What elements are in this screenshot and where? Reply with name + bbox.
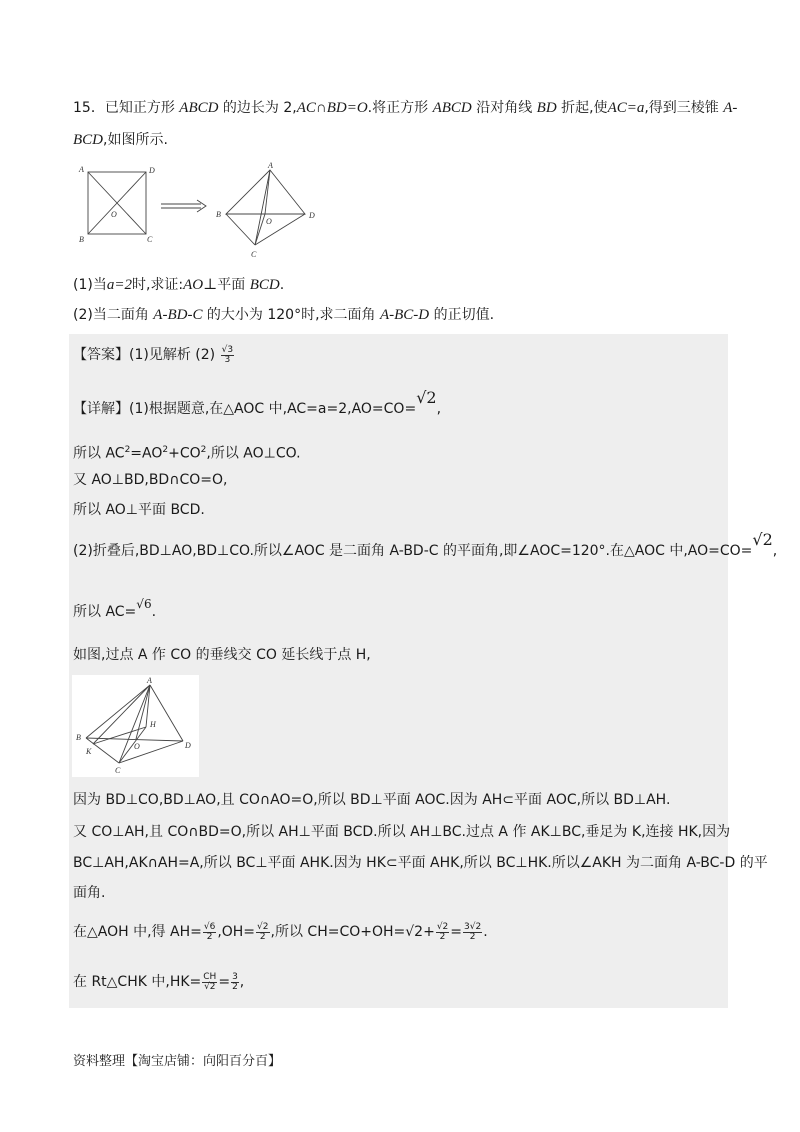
fig1-label-c: C bbox=[147, 235, 153, 244]
fig2-label-d: D bbox=[309, 211, 315, 220]
fraction-ch: $\frac{3√2}{2}$ bbox=[464, 921, 482, 942]
figure2-background bbox=[72, 675, 199, 777]
solution-line-1: 【详解】(1)根据题意,在△AOC 中,AC=a=2,AO=CO=√2, bbox=[73, 388, 442, 417]
solution-line-3: 又 AO⊥BD,BD∩CO=O, bbox=[73, 472, 228, 488]
fig3-label-o: O bbox=[134, 742, 140, 751]
fig1-label-b: B bbox=[79, 235, 84, 244]
answer-fraction: $\frac{√3}{3}$ bbox=[221, 344, 234, 365]
edge-cd bbox=[255, 214, 305, 245]
fraction-ah: $\frac{√6}{2}$ bbox=[203, 921, 216, 942]
solution-line-11: 面角. bbox=[73, 885, 106, 901]
fraction-oh-2: $\frac{√2}{2}$ bbox=[436, 921, 449, 942]
solution-panel bbox=[69, 334, 731, 1008]
part-1: (1)当a=2时,求证:AO⊥平面 BCD. bbox=[73, 277, 285, 293]
fraction-hk: $\frac{3}{2}$ bbox=[232, 971, 238, 992]
problem-line-1: 15．已知正方形 ABCD 的边长为 2,AC∩BD=O.将正方形 ABCD 沿对角线 BD 折起,使AC=a,得到三棱锥 A- bbox=[73, 100, 738, 116]
fig1-label-o: O bbox=[111, 210, 117, 219]
fig3-label-k: K bbox=[86, 747, 92, 756]
answer-line: 【答案】(1)见解析 (2) $\frac{√3}{3}$ bbox=[73, 344, 234, 365]
figure-fold bbox=[73, 162, 333, 262]
edge-ac bbox=[255, 170, 270, 245]
fig1-label-d: D bbox=[149, 166, 155, 175]
solution-line-7: 如图,过点 A 作 CO 的垂线交 CO 延长线于点 H, bbox=[73, 647, 371, 663]
figure-pyramid bbox=[72, 675, 199, 777]
fig2-label-a: A bbox=[268, 162, 273, 170]
edge-bc bbox=[226, 214, 255, 245]
fig3-label-b: B bbox=[76, 733, 81, 742]
footer-source: 资料整理【淘宝店铺：向阳百分百】 bbox=[73, 1054, 282, 1069]
solution-line-4: 所以 AO⊥平面 BCD. bbox=[73, 502, 205, 518]
fig2-label-o: O bbox=[266, 217, 272, 226]
arrow-head bbox=[197, 200, 206, 212]
fig3-label-c: C bbox=[115, 766, 121, 775]
fig3-label-d: D bbox=[185, 741, 191, 750]
fig2-label-b: B bbox=[216, 210, 221, 219]
solution-line-9: 又 CO⊥AH,且 CO∩BD=O,所以 AH⊥平面 BCD.所以 AH⊥BC.过点 A 作 AK⊥BC,垂足为 K,连接 HK,因为 bbox=[73, 824, 731, 840]
problem-line-2: BCD,如图所示. bbox=[73, 132, 168, 148]
solution-line-2: 所以 $AC^2=AO^2+CO^2$,所以 AO⊥CO. bbox=[73, 445, 301, 462]
solution-line-10: BC⊥AH,AK∩AH=A,所以 BC⊥平面 AHK.因为 HK⊂平面 AHK,所以 BC⊥HK.所以∠AKH 为二面角 A-BC-D 的平 bbox=[73, 855, 768, 871]
fig2-label-c: C bbox=[251, 250, 257, 259]
solution-line-5: (2)折叠后,BD⊥AO,BD⊥CO.所以∠AOC 是二面角 A-BD-C 的平面角,即∠AOC=120°.在△AOC 中,AO=CO=√2, bbox=[73, 530, 778, 559]
solution-line-8: 因为 BD⊥CO,BD⊥AO,且 CO∩AO=O,所以 BD⊥平面 AOC.因为 AH⊂平面 AOC,所以 BD⊥AH. bbox=[73, 792, 671, 808]
fraction-ch-over-sqrt2: $\frac{CH}{√2}$ bbox=[203, 971, 217, 992]
fig3-label-a: A bbox=[147, 676, 152, 685]
fig3-label-h: H bbox=[150, 720, 156, 729]
solution-line-12: 在△AOH 中,得 AH= $\frac{√6}{2}$ ,OH= $\frac{√2}{2}$ ,所以 CH=CO+OH=√2+ $\frac{√2}{2}$ = $\frac{3√2}{2}$ . bbox=[73, 921, 488, 942]
fraction-oh: $\frac{√2}{2}$ bbox=[257, 921, 269, 942]
solution-line-13: 在 Rt△CHK 中,HK= $\frac{CH}{√2}$ = $\frac{3}{2}$ , bbox=[73, 971, 245, 992]
part-2: (2)当二面角 A-BD-C 的大小为 120°时,求二面角 A-BC-D 的正切值. bbox=[73, 307, 495, 323]
fig1-label-a: A bbox=[79, 165, 84, 174]
solution-line-6: 所以 AC=√6. bbox=[73, 597, 157, 620]
